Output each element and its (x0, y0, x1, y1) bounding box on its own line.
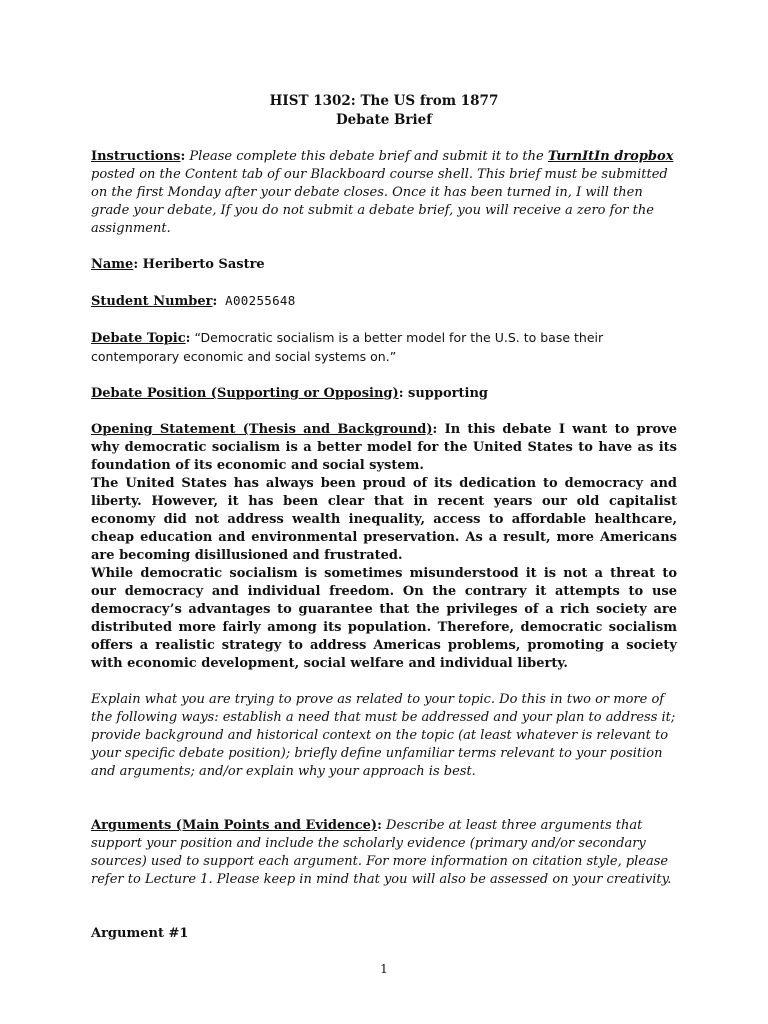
opening-statement-paragraph-2: The United States has always been proud of its dedication to democracy and liberty. However, it has been clear that in recent years our old capitalist economy did not address wealth inequality, access to affordable healthcare, cheap education and environmental preservation. As a result, more Americans are becoming disillusioned and frustrated. (91, 476, 677, 563)
arguments-guidance: Describe at least three arguments that support your position and include the scholarly evidence (primary and/or secondary sources) used to support each argument. For more information on citation style, please refer to Lecture 1. Please keep in mind that you will also be assessed on your creativity. (91, 818, 672, 887)
debate-position-value: supporting (403, 386, 488, 401)
opening-statement-guidance: Explain what you are trying to prove as related to your topic. Do this in two or more of the following ways: establish a need that must be addressed and your plan to address it; provide background and historical context on the topic (at least whatever is relevant to your specific debate position); briefly define unfamiliar terms relevant to your position and arguments; and/or explain why your approach is best. (91, 692, 676, 779)
document-page (91, 92, 677, 943)
instructions-paragraph (91, 148, 677, 238)
debate-topic-value: “Democratic socialism is a better model for the U.S. to base their contemporary economic and social systems on.” (91, 330, 604, 364)
opening-statement-paragraph-3: While democratic socialism is sometimes misunderstood it is not a threat to our democracy and individual freedom. On the contrary it attempts to use democracy’s advantages to guarantee that the privileges of a rich society are distributed more fairly among its population. Therefore, democratic socialism offers a realistic strategy to address Americas problems, promoting a society with economic development, social welfare and individual liberty. (91, 566, 677, 671)
instructions-colon: : (180, 149, 186, 164)
debate-position-field (91, 385, 677, 403)
arguments-label: Arguments (Main Points and Evidence) (91, 818, 378, 833)
debate-position-colon: : (398, 386, 404, 401)
opening-statement-intro (91, 421, 677, 475)
title-block (91, 92, 677, 130)
student-number-colon: : (212, 294, 218, 309)
debate-topic-label: Debate Topic (91, 331, 186, 346)
opening-statement-label: Opening Statement (Thesis and Background) (91, 422, 433, 437)
debate-topic-colon: : (185, 331, 191, 346)
opening-statement-colon: : (432, 422, 438, 437)
name-label: Name (91, 257, 134, 272)
opening-statement-intro-text: In this debate I want to prove why democratic socialism is a better model for the United States to have as its foundation of its economic and social system. (91, 422, 677, 473)
page-number: 1 (380, 962, 388, 976)
instructions-text-after: posted on the Content tab of our Blackboard course shell. This brief must be submitted on the first Monday after your debate closes. Once it has been turned in, I will then grade your debate, If you do not submit a debate brief, you will receive a zero for the assignment. (91, 167, 668, 236)
name-colon: : (133, 257, 139, 272)
document-title: Debate Brief (335, 112, 433, 128)
debate-topic-field (91, 329, 677, 367)
name-value: Heriberto Sastre (138, 257, 265, 272)
instructions-label: Instructions (91, 149, 181, 164)
student-number-label: Student Number (91, 294, 213, 309)
student-number-field (91, 292, 677, 311)
student-number-value: A00255648 (217, 293, 296, 308)
debate-position-label: Debate Position (Supporting or Opposing) (91, 386, 399, 401)
course-title: HIST 1302: The US from 1877 (269, 93, 499, 109)
arguments-section (91, 817, 677, 889)
argument-1-heading: Argument #1 (91, 926, 189, 941)
arguments-colon: : (377, 818, 382, 833)
instructions-text-before: Please complete this debate brief and submit it to the (185, 149, 548, 164)
turnitin-dropbox-link[interactable]: TurnItIn dropbox (547, 149, 674, 164)
name-field (91, 256, 677, 274)
